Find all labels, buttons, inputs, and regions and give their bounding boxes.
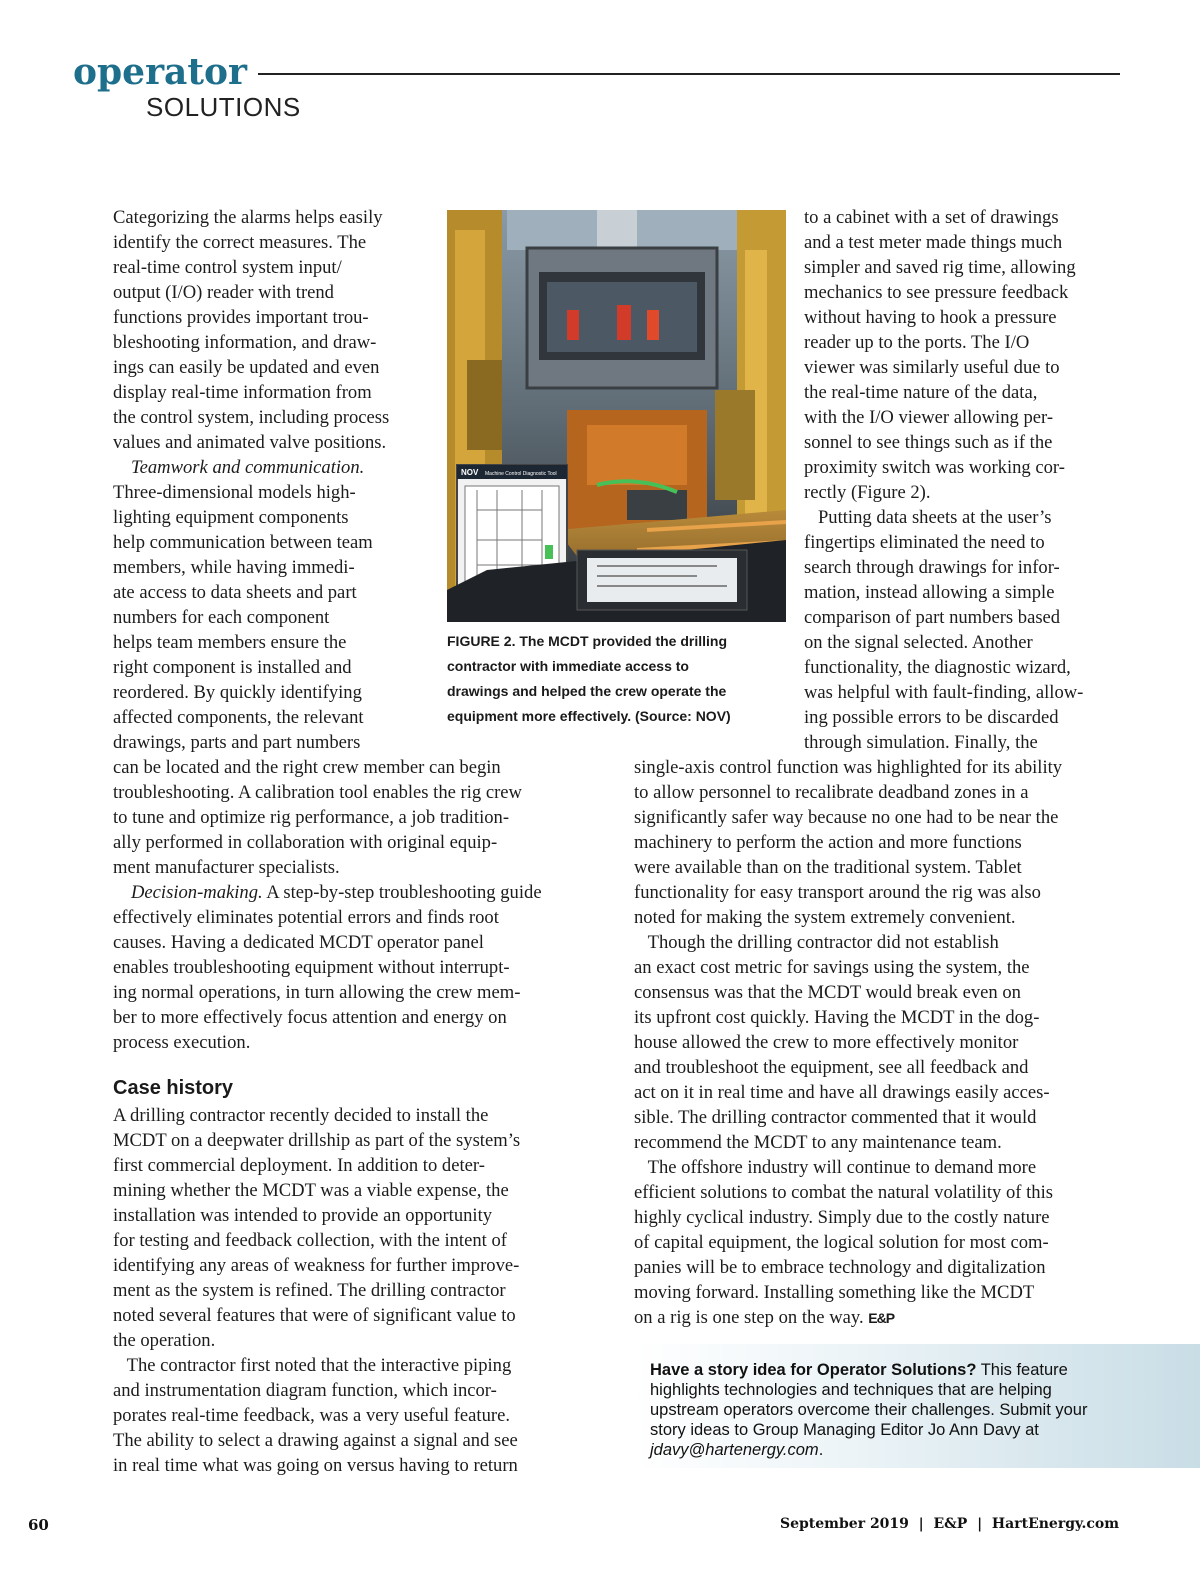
footer-issue: September 2019 | E&P | HartEnergy.com — [780, 1516, 1120, 1532]
body-line: helps team members ensure the — [113, 632, 347, 653]
body-line: noted several features that were of significant value to — [113, 1305, 516, 1326]
end-mark-logo: E&P — [868, 1310, 895, 1326]
body-line: the real-time nature of the data, — [804, 382, 1038, 403]
body-line: lighting equipment components — [113, 507, 349, 528]
body-line: display real-time information from — [113, 382, 372, 403]
body-line: simpler and saved rig time, allowing — [804, 257, 1076, 278]
body-line: Putting data sheets at the user’s — [804, 507, 1052, 528]
callout-line — [650, 1440, 823, 1460]
body-line: help communication between team — [113, 532, 373, 553]
page-number: 60 — [28, 1516, 49, 1534]
body-line: efficient solutions to combat the natural volatility of this — [634, 1182, 1053, 1203]
body-line: rectly (Figure 2). — [804, 482, 931, 503]
body-line: A drilling contractor recently decided to install the — [113, 1105, 489, 1126]
body-line: Though the drilling contractor did not establish — [634, 932, 999, 953]
body-line: noted for making the system extremely convenient. — [634, 907, 1016, 928]
body-line: consensus was that the MCDT would break even on — [634, 982, 1021, 1003]
body-line-last — [634, 1305, 894, 1331]
body-line: identify the correct measures. The — [113, 232, 367, 253]
subhead-teamwork: Teamwork and communication. — [131, 457, 365, 478]
body-line: enables troubleshooting equipment without interrupt- — [113, 957, 510, 978]
body-line: right component is installed and — [113, 657, 352, 678]
body-line: output (I/O) reader with trend — [113, 282, 334, 303]
body-line: comparison of part numbers based — [804, 607, 1061, 628]
body-line: an exact cost metric for savings using the system, the — [634, 957, 1030, 978]
body-line: ber to more effectively focus attention and energy on — [113, 1007, 507, 1028]
body-line: effectively eliminates potential errors and finds root — [113, 907, 499, 928]
callout-line — [650, 1360, 1068, 1380]
body-line: with the I/O viewer allowing per- — [804, 407, 1054, 428]
body-line: real-time control system input/ — [113, 257, 342, 278]
header-rule — [258, 73, 1120, 75]
body-line: numbers for each component — [113, 607, 330, 628]
decision-paragraph-start — [131, 880, 542, 905]
body-line: members, while having immedi- — [113, 557, 355, 578]
body-line: on the signal selected. Another — [804, 632, 1033, 653]
body-line: ings can easily be updated and even — [113, 357, 380, 378]
body-line: to allow personnel to recalibrate deadband zones in a — [634, 782, 1029, 803]
body-line: first commercial deployment. In addition to deter- — [113, 1155, 485, 1176]
callout-text: This feature — [976, 1361, 1068, 1379]
body-line: ally performed in collaboration with original equip- — [113, 832, 498, 853]
body-text: on a rig is one step on the way. — [634, 1307, 864, 1328]
body-line: identifying any areas of weakness for further improve- — [113, 1255, 520, 1276]
body-line: search through drawings for infor- — [804, 557, 1060, 578]
body-line: The contractor first noted that the interactive piping — [113, 1355, 512, 1376]
body-line: sonnel to see things such as if the — [804, 432, 1053, 453]
body-line: reordered. By quickly identifying — [113, 682, 362, 703]
body-line: functionality for easy transport around the rig was also — [634, 882, 1041, 903]
body-line: ing normal operations, in turn allowing the crew mem- — [113, 982, 521, 1003]
figure-caption-line: contractor with immediate access to — [447, 658, 689, 674]
section-subtitle: SOLUTIONS — [146, 92, 301, 122]
body-line: drawings, parts and part numbers — [113, 732, 361, 753]
body-line: fingertips eliminated the need to — [804, 532, 1045, 553]
body-line: mechanics to see pressure feedback — [804, 282, 1069, 303]
body-line: mation, instead allowing a simple — [804, 582, 1055, 603]
body-line: its upfront cost quickly. Having the MCDT in the dog- — [634, 1007, 1040, 1028]
body-line: ment as the system is refined. The drilling contractor — [113, 1280, 506, 1301]
body-line: house allowed the crew to more effectively monitor — [634, 1032, 1019, 1053]
body-line: were available than on the traditional system. Tablet — [634, 857, 1022, 878]
body-line: functionality, the diagnostic wizard, — [804, 657, 1071, 678]
body-line: troubleshooting. A calibration tool enables the rig crew — [113, 782, 522, 803]
figure-photo — [447, 210, 786, 622]
callout-line: highlights technologies and techniques that are helping — [650, 1381, 1052, 1399]
body-line: Three-dimensional models high- — [113, 482, 356, 503]
subhead-decision: Decision-making. — [131, 882, 263, 903]
body-line: and instrumentation diagram function, which incor- — [113, 1380, 497, 1401]
body-line: porates real-time feedback, was a very useful feature. — [113, 1405, 510, 1426]
body-line: affected components, the relevant — [113, 707, 364, 728]
body-line: recommend the MCDT to any maintenance team. — [634, 1132, 1002, 1153]
figure-caption-line: drawings and helped the crew operate the — [447, 683, 727, 699]
body-line: the control system, including process — [113, 407, 390, 428]
body-line: single-axis control function was highlighted for its ability — [634, 757, 1063, 778]
callout-line: story ideas to Group Managing Editor Jo Ann Davy at — [650, 1421, 1039, 1439]
body-line: ate access to data sheets and part — [113, 582, 357, 603]
body-line: in real time what was going on versus having to return — [113, 1455, 518, 1476]
callout-text: . — [818, 1441, 824, 1459]
body-line: and troubleshoot the equipment, see all feedback and — [634, 1057, 1029, 1078]
body-line: panies will be to embrace technology and digitalization — [634, 1257, 1046, 1278]
body-line: ing possible errors to be discarded — [804, 707, 1059, 728]
body-line: can be located and the right crew member can begin — [113, 757, 501, 778]
body-line: of capital equipment, the logical solution for most com- — [634, 1232, 1049, 1253]
figure-caption-line: equipment more effectively. (Source: NOV) — [447, 708, 731, 724]
callout-lead: Have a story idea for Operator Solutions? — [650, 1361, 977, 1379]
screen-logo: NOV — [461, 468, 479, 477]
body-line: mining whether the MCDT was a viable expense, the — [113, 1180, 509, 1201]
body-line: reader up to the ports. The I/O — [804, 332, 1030, 353]
body-line: act on it in real time and have all drawings easily acces- — [634, 1082, 1050, 1103]
body-line: proximity switch was working cor- — [804, 457, 1065, 478]
body-line: machinery to perform the action and more functions — [634, 832, 1022, 853]
body-line: ment manufacturer specialists. — [113, 857, 340, 878]
callout-email-link[interactable]: jdavy@hartenergy.com — [650, 1441, 819, 1459]
body-line: sible. The drilling contractor commented that it would — [634, 1107, 1037, 1128]
figure-caption-line: FIGURE 2. The MCDT provided the drilling — [447, 633, 728, 649]
body-line: viewer was similarly useful due to — [804, 357, 1060, 378]
body-line: and a test meter made things much — [804, 232, 1063, 253]
body-line: for testing and feedback collection, with the intent of — [113, 1230, 507, 1251]
body-line: the operation. — [113, 1330, 216, 1351]
body-line: MCDT on a deepwater drillship as part of the system’s — [113, 1130, 521, 1151]
body-line: functions provides important trou- — [113, 307, 369, 328]
body-line: bleshooting information, and draw- — [113, 332, 377, 353]
body-line: to a cabinet with a set of drawings — [804, 207, 1059, 228]
body-line: process execution. — [113, 1032, 251, 1053]
section-heading-case-history: Case history — [113, 1077, 234, 1099]
body-line: moving forward. Installing something like the MCDT — [634, 1282, 1035, 1303]
body-line: significantly safer way because no one had to be near the — [634, 807, 1059, 828]
body-line: to tune and optimize rig performance, a job tradition- — [113, 807, 510, 828]
body-line: installation was intended to provide an opportunity — [113, 1205, 493, 1226]
body-text: A step-by-step troubleshooting guide — [262, 882, 542, 903]
body-line: was helpful with fault-finding, allow- — [804, 682, 1084, 703]
body-line: The ability to select a drawing against a signal and see — [113, 1430, 518, 1451]
body-line: Categorizing the alarms helps easily — [113, 207, 383, 228]
body-line: The offshore industry will continue to demand more — [634, 1157, 1037, 1178]
body-line: causes. Having a dedicated MCDT operator panel — [113, 932, 484, 953]
screen-title: Machine Control Diagnostic Tool — [485, 471, 557, 477]
body-line: highly cyclical industry. Simply due to the costly nature — [634, 1207, 1050, 1228]
callout-line: upstream operators overcome their challenges. Submit your — [650, 1401, 1088, 1419]
body-line: without having to hook a pressure — [804, 307, 1057, 328]
body-line: through simulation. Finally, the — [804, 732, 1038, 753]
section-title: operator — [73, 51, 247, 93]
body-line: values and animated valve positions. — [113, 432, 387, 453]
